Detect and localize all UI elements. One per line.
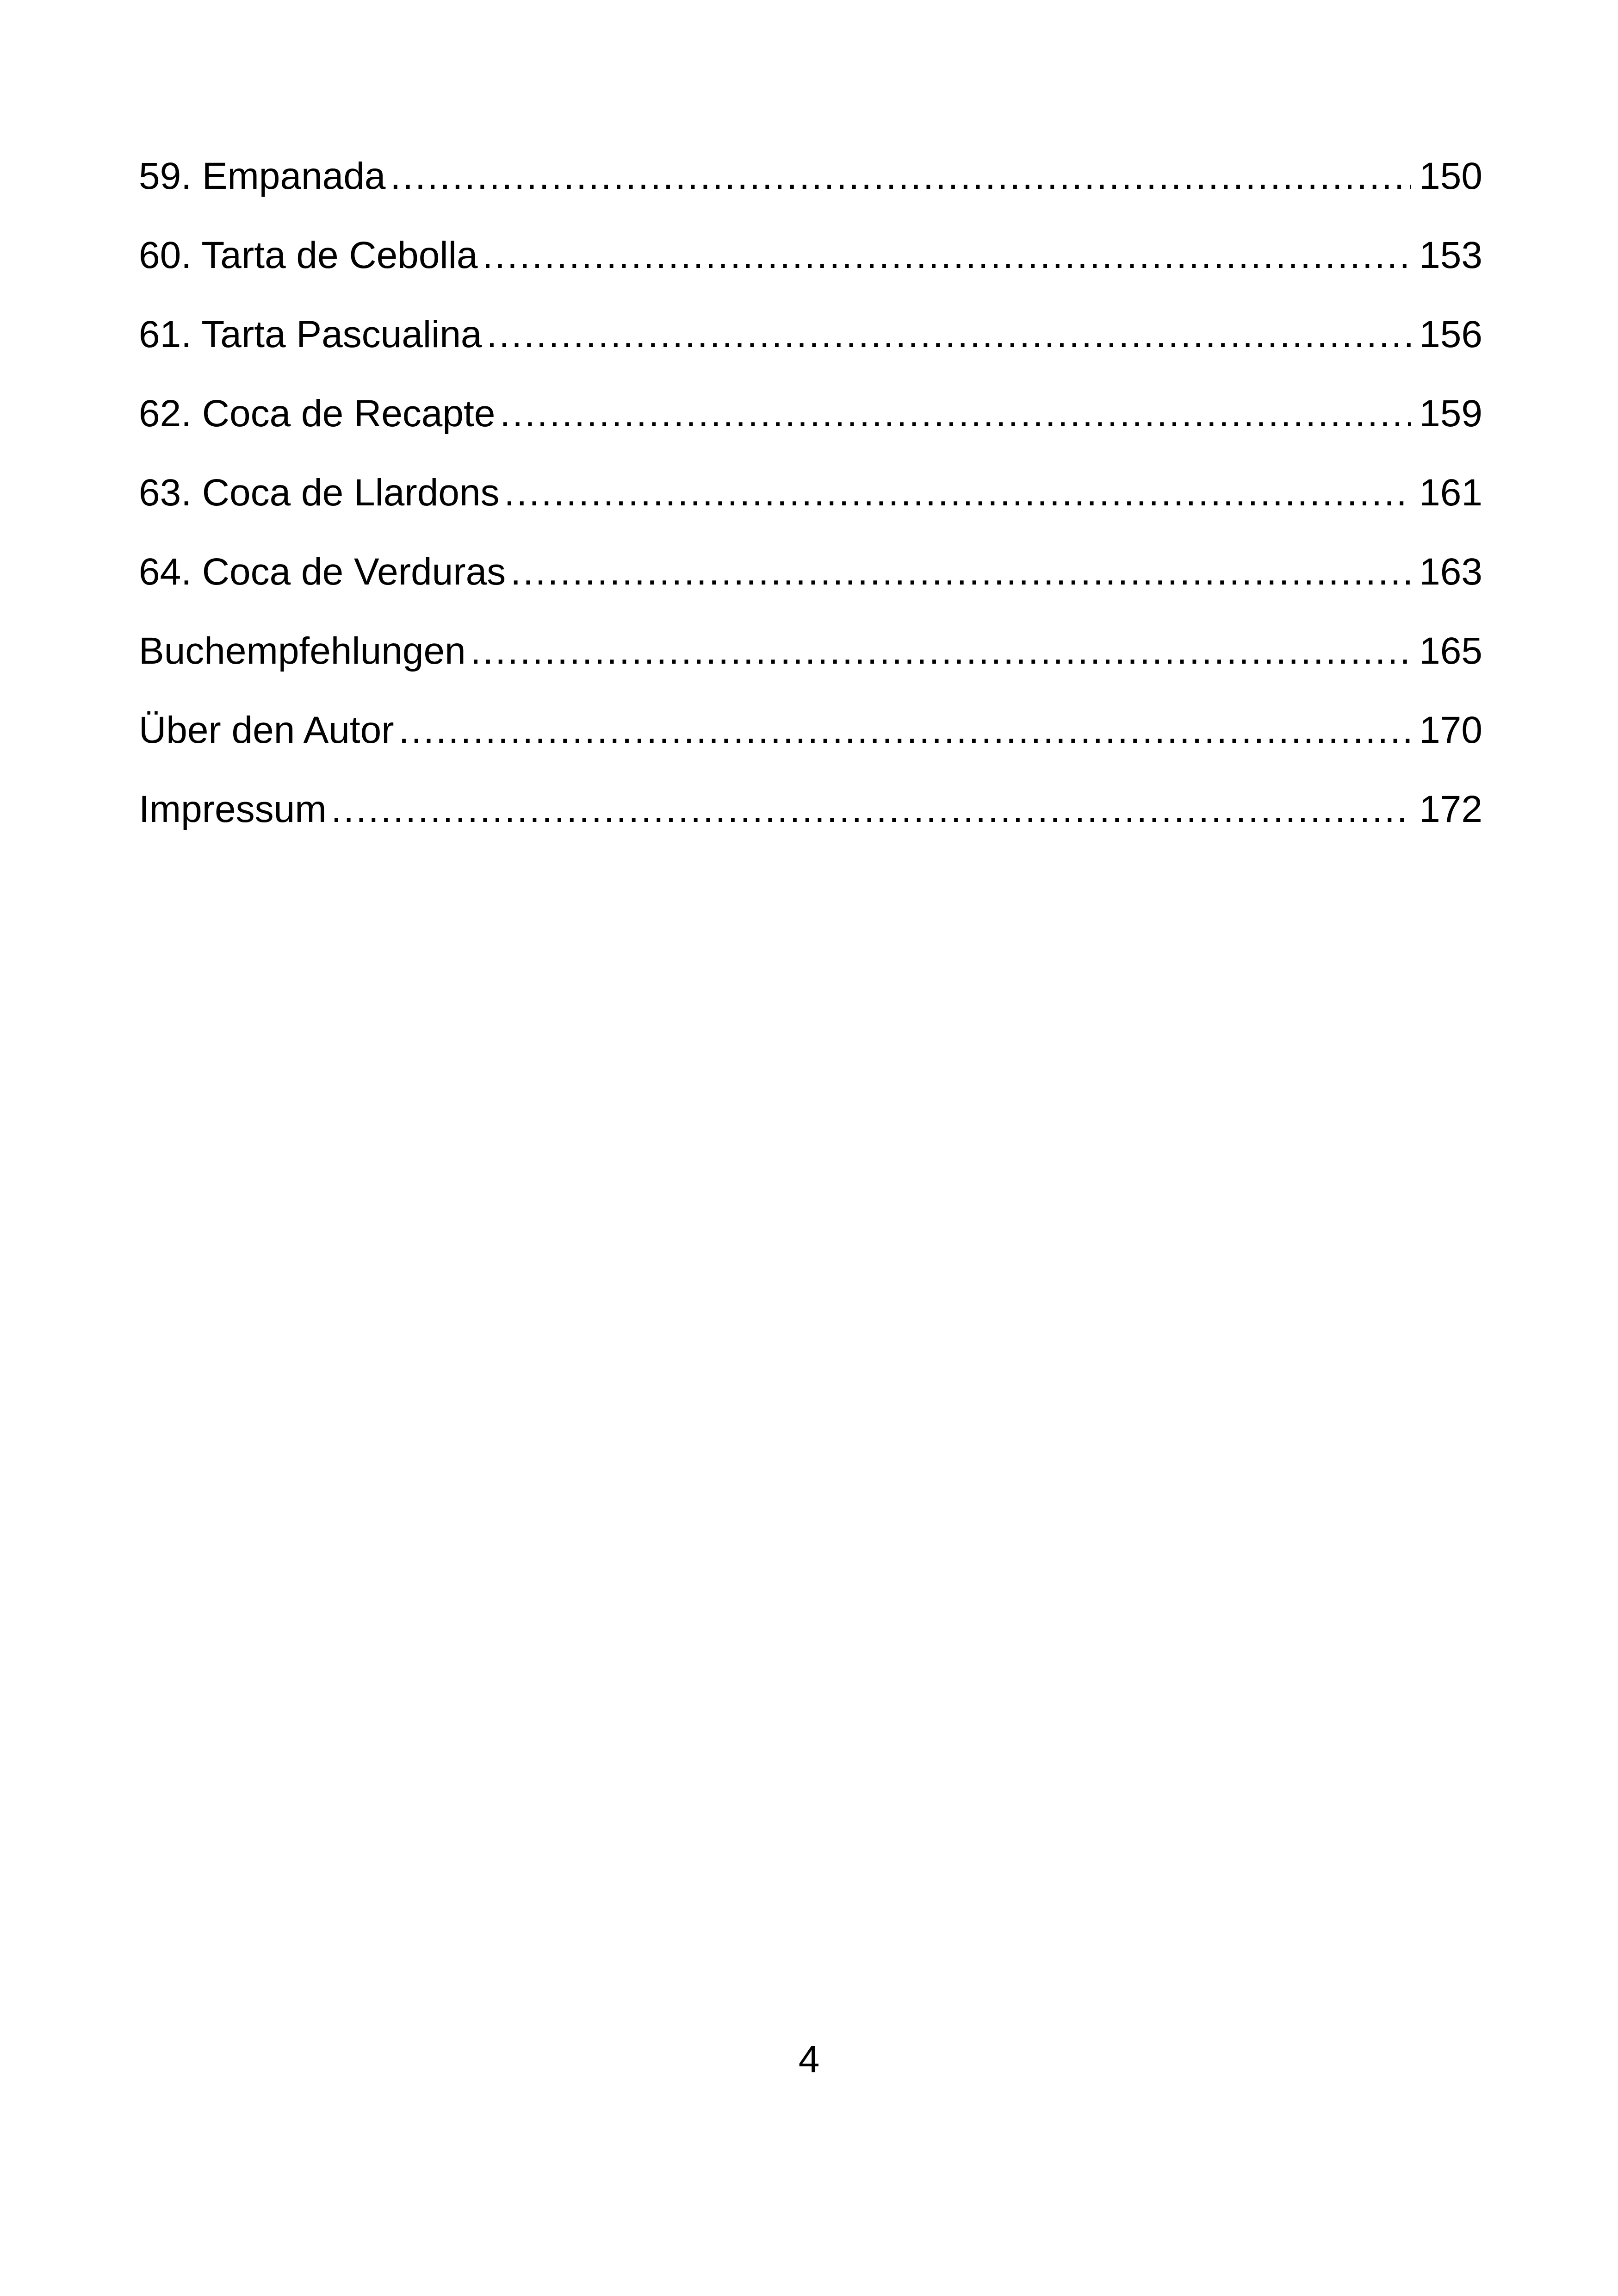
toc-entry-buchempfehlungen[interactable] <box>139 611 1482 691</box>
toc-entry-page: 163 <box>1419 551 1482 593</box>
toc-entry-title: Buchempfehlungen <box>139 630 466 672</box>
toc-entry-title: 61. Tarta Pascualina <box>139 313 482 355</box>
toc-dot-leader <box>487 295 1411 374</box>
toc-entry-empanada[interactable] <box>139 137 1482 216</box>
toc-dot-leader <box>331 770 1411 849</box>
toc-entry-page: 159 <box>1419 392 1482 435</box>
toc-dot-leader <box>471 611 1411 691</box>
table-of-contents <box>139 137 1482 849</box>
toc-entry-tarta-pascualina[interactable] <box>139 295 1482 374</box>
toc-entry-page: 172 <box>1419 788 1482 830</box>
toc-entry-title: 62. Coca de Recapte <box>139 392 496 435</box>
page-number: 4 <box>798 2038 820 2080</box>
toc-entry-tarta-de-cebolla[interactable] <box>139 216 1482 295</box>
toc-entry-title: Über den Autor <box>139 709 394 751</box>
toc-entry-coca-de-llardons[interactable] <box>139 453 1482 532</box>
toc-dot-leader <box>510 532 1411 611</box>
toc-entry-page: 161 <box>1419 472 1482 514</box>
toc-entry-page: 150 <box>1419 155 1482 197</box>
toc-dot-leader <box>390 137 1411 216</box>
toc-entry-title: 59. Empanada <box>139 155 386 197</box>
toc-entry-page: 153 <box>1419 234 1482 276</box>
toc-dot-leader <box>500 374 1411 453</box>
toc-entry-page: 165 <box>1419 630 1482 672</box>
toc-entry-title: Impressum <box>139 788 327 830</box>
toc-entry-coca-de-recapte[interactable] <box>139 374 1482 453</box>
toc-entry-impressum[interactable] <box>139 770 1482 849</box>
toc-entry-page: 156 <box>1419 313 1482 355</box>
toc-entry-page: 170 <box>1419 709 1482 751</box>
toc-entry-ueber-den-autor[interactable] <box>139 691 1482 770</box>
toc-dot-leader <box>399 691 1411 770</box>
toc-dot-leader <box>482 216 1411 295</box>
toc-entry-title: 63. Coca de Llardons <box>139 472 500 514</box>
toc-dot-leader <box>504 453 1411 532</box>
toc-entry-title: 60. Tarta de Cebolla <box>139 234 478 276</box>
toc-entry-coca-de-verduras[interactable] <box>139 532 1482 611</box>
toc-entry-title: 64. Coca de Verduras <box>139 551 506 593</box>
